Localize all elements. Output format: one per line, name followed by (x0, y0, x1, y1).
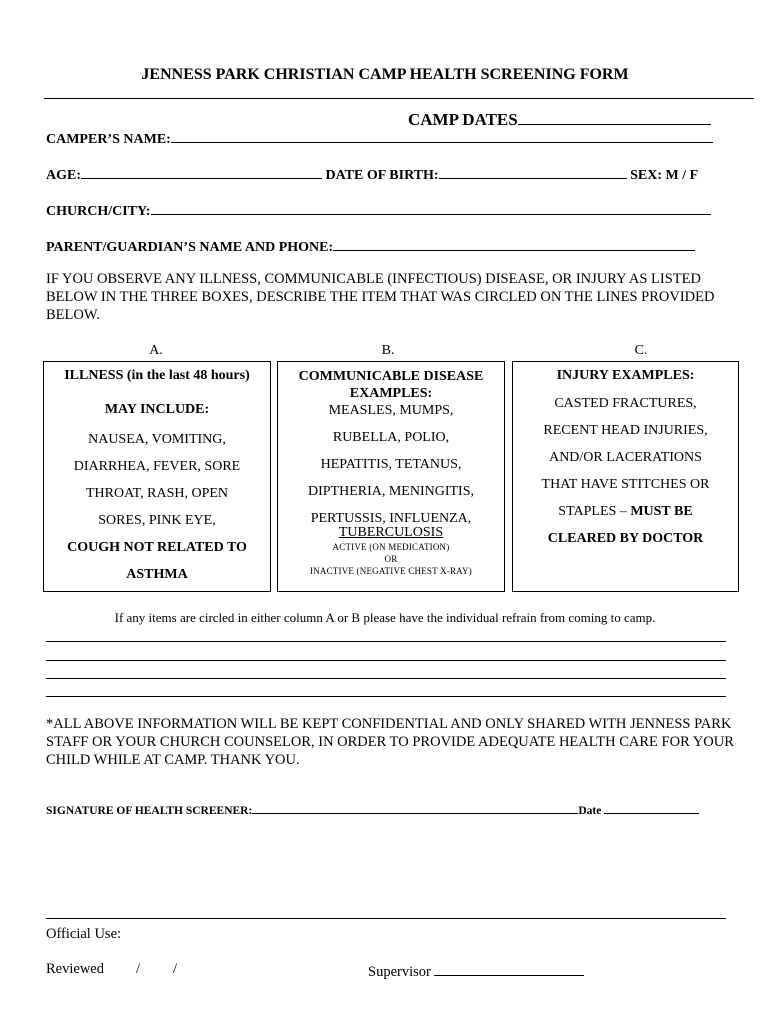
age-label: AGE: (46, 168, 81, 183)
description-line[interactable] (46, 660, 726, 661)
column-b-letter: B. (381, 343, 395, 358)
disease-heading-2: EXAMPLES: (349, 386, 433, 401)
illness-item[interactable]: SORES, PINK EYE, (98, 513, 216, 528)
illness-item[interactable]: ASTHMA (126, 567, 188, 582)
supervisor-row (368, 961, 584, 981)
parent-field[interactable] (333, 236, 695, 251)
disease-item[interactable]: RUBELLA, POLIO, (332, 430, 450, 445)
title-divider (44, 98, 754, 99)
church-city-label: CHURCH/CITY: (46, 204, 151, 219)
camp-dates-field[interactable] (518, 108, 711, 125)
date-label: Date (578, 805, 602, 817)
injury-heading: INJURY EXAMPLES: (556, 368, 695, 383)
injury-item[interactable]: RECENT HEAD INJURIES, (543, 423, 708, 438)
signature-row (46, 801, 699, 817)
disease-heading-1: COMMUNICABLE DISEASE (298, 369, 484, 384)
illness-subheading: MAY INCLUDE: (104, 402, 210, 417)
instructions: IF YOU OBSERVE ANY ILLNESS, COMMUNICABLE (INFECTIOUS) DISEASE, OR INJURY AS LISTED BELOW IN THE THREE BOXES, DESCRIBE THE ITEM THAT WAS CIRCLED ON THE LINES PROVIDED BELOW. (46, 271, 715, 323)
injury-item[interactable]: AND/OR LACERATIONS (549, 450, 702, 465)
supervisor-label: Supervisor (368, 964, 431, 980)
form-title: JENNESS PARK CHRISTIAN CAMP HEALTH SCREENING FORM (141, 66, 629, 83)
reviewed-label: Reviewed (46, 961, 104, 977)
illness-box (43, 361, 271, 592)
official-use-label: Official Use: (46, 926, 122, 942)
illness-item[interactable]: COUGH NOT RELATED TO (67, 540, 247, 555)
parent-label: PARENT/GUARDIAN’S NAME AND PHONE: (46, 240, 334, 255)
injury-item[interactable]: THAT HAVE STITCHES OR (541, 477, 710, 492)
tb-active-note: ACTIVE (ON MEDICATION) (332, 542, 450, 552)
illness-item[interactable]: THROAT, RASH, OPEN (85, 486, 229, 501)
disease-item[interactable]: PERTUSSIS, INFLUENZA, (310, 511, 472, 526)
disease-item[interactable]: MEASLES, MUMPS, (328, 403, 454, 418)
reviewed-date-slash: / (136, 961, 141, 977)
confidentiality-statement: *ALL ABOVE INFORMATION WILL BE KEPT CONFIDENTIAL AND ONLY SHARED WITH JENNESS PARK STAFF OR YOUR CHURCH COUNSELOR, IN ORDER TO PROVIDE ADEQUATE HEALTH CARE FOR YOUR CHILD WHILE AT CAMP. THANK YOU. (46, 716, 734, 768)
signature-label: SIGNATURE OF HEALTH SCREENER: (46, 805, 253, 817)
refrain-note: If any items are circled in either column A or B please have the individual refrain from coming to camp. (114, 610, 656, 625)
tb-inactive-note: INACTIVE (NEGATIVE CHEST X-RAY) (310, 566, 472, 576)
must-be-text: MUST BE (630, 504, 693, 519)
reviewed-date-slash: / (173, 961, 178, 977)
injury-staples-text: STAPLES – (558, 504, 631, 519)
dob-label: DATE OF BIRTH: (325, 168, 439, 183)
tb-or-note: OR (384, 554, 398, 564)
description-line[interactable] (46, 641, 726, 642)
illness-heading: ILLNESS (in the last 48 hours) (64, 368, 250, 383)
church-city-field[interactable] (151, 200, 711, 215)
campers-name-label: CAMPER’S NAME: (46, 132, 171, 147)
column-a-letter: A. (149, 343, 163, 358)
communicable-disease-box (277, 361, 505, 592)
church-city-row (46, 200, 711, 220)
parent-row (46, 236, 695, 256)
illness-item[interactable]: NAUSEA, VOMITING, (88, 432, 226, 447)
campers-name-row (46, 128, 713, 148)
injury-item[interactable] (513, 498, 738, 525)
disease-item[interactable]: TUBERCULOSIS (338, 525, 444, 540)
column-c-letter: C. (634, 343, 648, 358)
description-line[interactable] (46, 678, 726, 679)
description-line[interactable] (46, 696, 726, 697)
sex-label[interactable]: SEX: M / F (630, 168, 699, 183)
official-use-divider (46, 918, 726, 919)
date-field[interactable] (604, 801, 699, 814)
injury-item[interactable]: CASTED FRACTURES, (554, 396, 697, 411)
injury-item: CLEARED BY DOCTOR (547, 531, 704, 546)
supervisor-field[interactable] (434, 961, 584, 976)
camp-dates-label: CAMP DATES (408, 110, 518, 129)
age-row (46, 164, 698, 184)
illness-item[interactable]: DIARRHEA, FEVER, SORE (73, 459, 241, 474)
campers-name-field[interactable] (171, 128, 713, 143)
camp-dates-row (408, 108, 711, 130)
disease-item[interactable]: HEPATITIS, TETANUS, (320, 457, 462, 472)
injury-box (512, 361, 739, 592)
dob-field[interactable] (439, 164, 627, 179)
signature-field[interactable] (252, 801, 578, 814)
disease-item[interactable]: DIPTHERIA, MENINGITIS, (307, 484, 475, 499)
age-field[interactable] (81, 164, 322, 179)
